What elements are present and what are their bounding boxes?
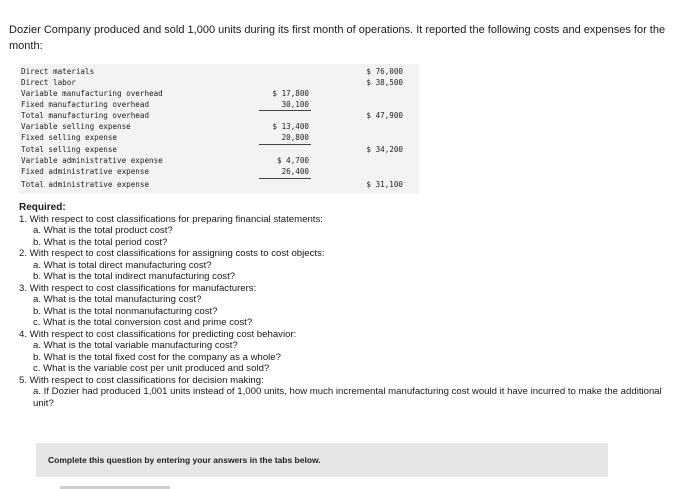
- question-1a: a. What is the total product cost?: [33, 225, 173, 236]
- question-1: 1. With respect to cost classifications for preparing financial statements:: [19, 213, 323, 225]
- cost-row: [19, 156, 419, 167]
- cost-row: [19, 122, 419, 133]
- question-5a: a. If Dozier had produced 1,001 units instead of 1,000 units, how much incremental manufacturing cost would it have incurred to make the additional unit?: [33, 386, 662, 409]
- cost-row: [19, 67, 419, 78]
- question-2a: a. What is total direct manufacturing cost?: [33, 259, 212, 271]
- instructions-banner: [36, 443, 608, 477]
- cost-total: $ 34,200: [366, 145, 403, 154]
- cost-row: [19, 111, 419, 122]
- question-3: 3. With respect to cost classifications for manufacturers:: [19, 282, 257, 294]
- problem-intro: Dozier Company produced and sold 1,000 units during its first month of operations. It reported the following costs and expenses for the month:: [9, 24, 666, 52]
- banner-text: Complete this question by entering your answers in the tabs below.: [48, 455, 321, 465]
- cost-label: Total selling expense: [21, 145, 118, 154]
- cost-row: [19, 133, 419, 144]
- cost-row: [19, 89, 419, 100]
- cost-label: Direct materials: [21, 67, 95, 76]
- cost-total: $ 47,900: [366, 111, 403, 120]
- cost-subamount: 20,800: [281, 133, 309, 142]
- question-3c: c. What is the total conversion cost and prime cost?: [33, 317, 253, 328]
- question-5: 5. With respect to cost classifications for decision making:: [19, 374, 264, 386]
- cost-label: Fixed selling expense: [21, 133, 118, 142]
- cost-total: $ 76,000: [366, 67, 403, 76]
- question-1b: b. What is the total period cost?: [33, 236, 168, 248]
- question-2: 2. With respect to cost classifications for assigning costs to cost objects:: [19, 248, 325, 259]
- subtotal-rule: [259, 178, 311, 179]
- question-4b: b. What is the total fixed cost for the company as a whole?: [33, 351, 281, 363]
- cost-subamount: $ 13,400: [272, 122, 309, 131]
- cost-row: [19, 100, 419, 111]
- cost-label: Total administrative expense: [21, 180, 150, 189]
- required-heading: Required:: [19, 202, 66, 213]
- cost-label: Fixed manufacturing overhead: [21, 100, 150, 109]
- required-section: [19, 202, 679, 409]
- cost-total: $ 31,100: [366, 180, 403, 189]
- cost-label: Variable administrative expense: [21, 156, 163, 165]
- cost-label: Direct labor: [21, 78, 76, 87]
- cost-label: Variable manufacturing overhead: [21, 89, 163, 98]
- question-2b: b. What is the total indirect manufacturing cost?: [33, 271, 236, 282]
- question-4c: c. What is the variable cost per unit produced and sold?: [33, 363, 270, 374]
- cost-label: Variable selling expense: [21, 122, 131, 131]
- cost-total: $ 38,500: [366, 78, 403, 87]
- question-3a: a. What is the total manufacturing cost?: [33, 294, 202, 305]
- cost-subamount: 30,100: [281, 100, 309, 109]
- cost-row: [19, 78, 419, 89]
- cost-subamount: $ 17,800: [272, 89, 309, 98]
- question-4a: a. What is the total variable manufacturing cost?: [33, 340, 238, 351]
- question-4: 4. With respect to cost classifications for predicting cost behavior:: [19, 328, 297, 340]
- cost-row: [19, 180, 419, 191]
- cost-subamount: 26,400: [281, 167, 309, 176]
- cost-row: [19, 145, 419, 156]
- cost-subamount: $ 4,700: [276, 156, 309, 165]
- cost-label: Fixed administrative expense: [21, 167, 150, 176]
- cost-table: [19, 64, 419, 194]
- question-3b: b. What is the total nonmanufacturing cost?: [33, 305, 218, 317]
- cost-label: Total manufacturing overhead: [21, 111, 150, 120]
- cost-row: [19, 167, 419, 178]
